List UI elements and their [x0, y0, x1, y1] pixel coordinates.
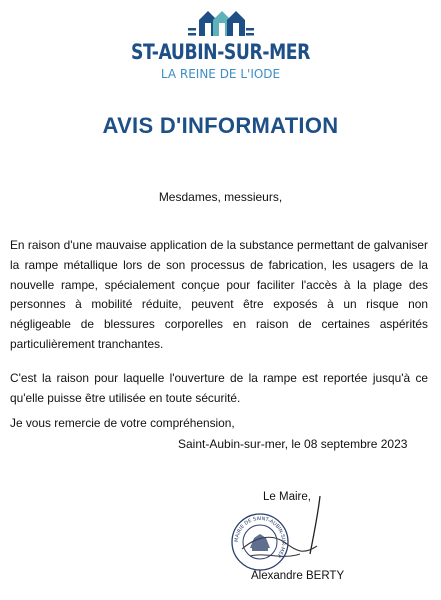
greeting: Mesdames, messieurs,	[158, 190, 283, 204]
paragraph-postponement: C'est la raison pour laquelle l'ouverture de la rampe est reportée jusqu'à ce qu'elle puisse être utilisée en toute sécurité.	[10, 371, 428, 405]
town-logo	[0, 8, 441, 82]
stamp-text: MAIRIE DE SAINT-AUBIN-SUR-MER	[233, 515, 287, 559]
notice-title: AVIS D'INFORMATION	[102, 113, 339, 138]
signer-name: Alexandre BERTY	[251, 570, 345, 582]
paragraph-thanks: Je vous remercie de votre compréhension,	[10, 416, 235, 430]
beach-huts-icon	[186, 8, 256, 38]
paragraph-risk: En raison d'une mauvaise application de la substance permettant de galvaniser la rampe métallique lors de son processus de fabrication, les usagers de la nouvelle rampe, spécialement conçue pour faciliter l'accès à la plage des personnes à mobilité réduite, peuvent être exposés à un risque non négligeable de blessures corporelles en raison de certaines aspérités particulièrement tranchantes.	[10, 238, 428, 351]
place-and-date: Saint-Aubin-sur-mer, le 08 septembre 2023	[178, 437, 408, 451]
signer-role: Le Maire,	[263, 491, 311, 503]
town-name: ST-AUBIN-SUR-MER	[130, 40, 311, 64]
town-hall-stamp	[230, 512, 290, 572]
town-tagline: LA REINE DE L'IODE	[160, 67, 281, 81]
